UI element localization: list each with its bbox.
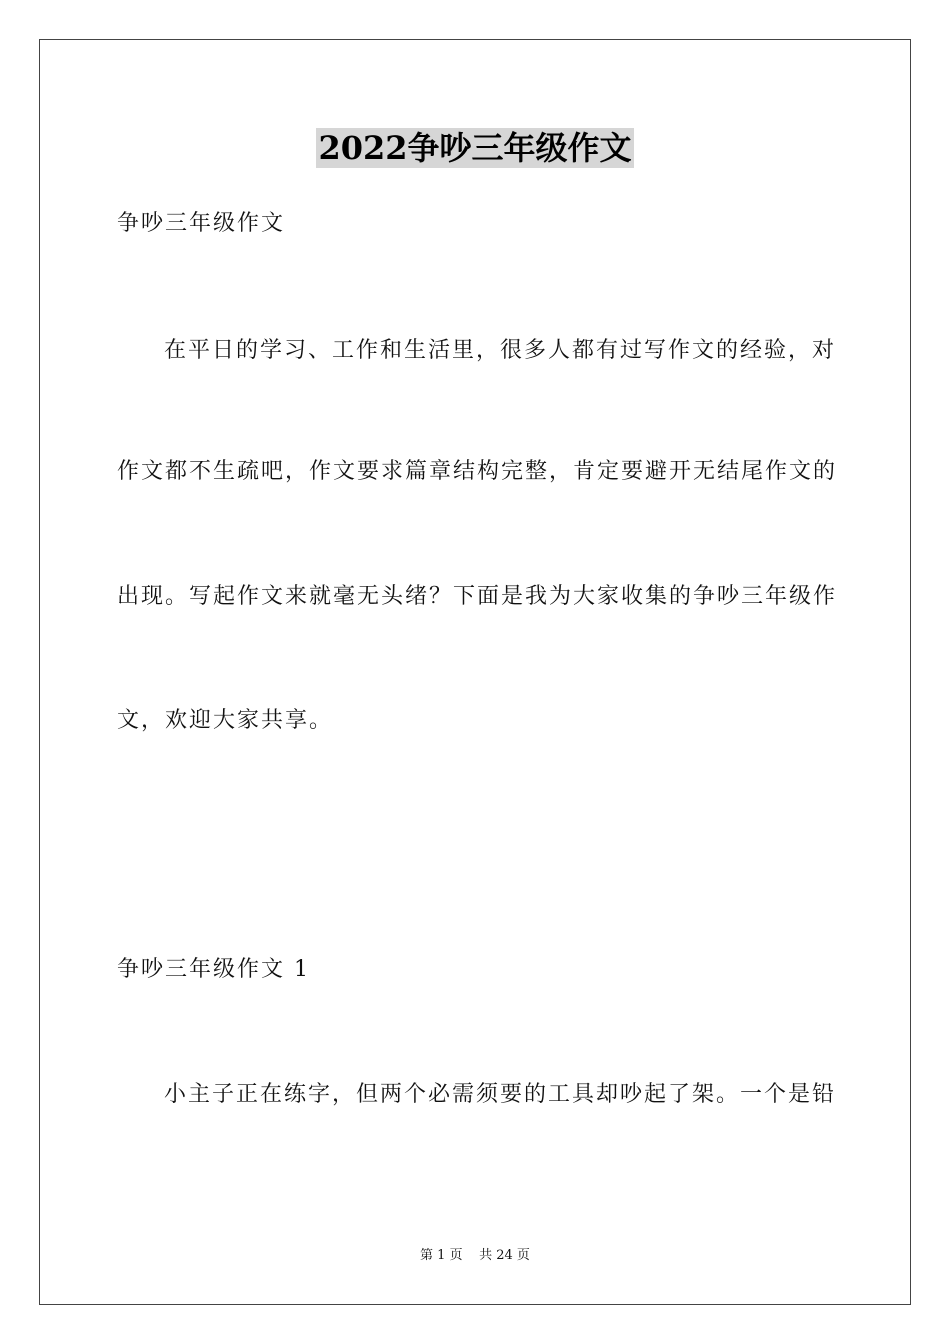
intro-paragraph-line: 在平日的学习、工作和生活里，很多人都有过写作文的经验，对 xyxy=(164,338,837,363)
page-total: 共 24 页 xyxy=(479,1248,530,1263)
page-footer xyxy=(0,1247,950,1265)
page-number: 第 1 页 xyxy=(420,1248,463,1263)
title-wrap xyxy=(0,128,950,168)
intro-paragraph-line: 文，欢迎大家共享。 xyxy=(117,708,334,733)
intro-paragraph-line: 作文都不生疏吧，作文要求篇章结构完整，肯定要避开无结尾作文的 xyxy=(117,459,838,484)
document-subtitle: 争吵三年级作文 xyxy=(117,211,286,236)
intro-paragraph-line: 出现。写起作文来就毫无头绪？下面是我为大家收集的争吵三年级作 xyxy=(117,584,838,609)
document-title: 2022争吵三年级作文 xyxy=(318,129,632,167)
section-heading: 争吵三年级作文 1 xyxy=(117,957,310,982)
section-paragraph-line: 小主子正在练字，但两个必需须要的工具却吵起了架。一个是铅 xyxy=(164,1082,837,1107)
